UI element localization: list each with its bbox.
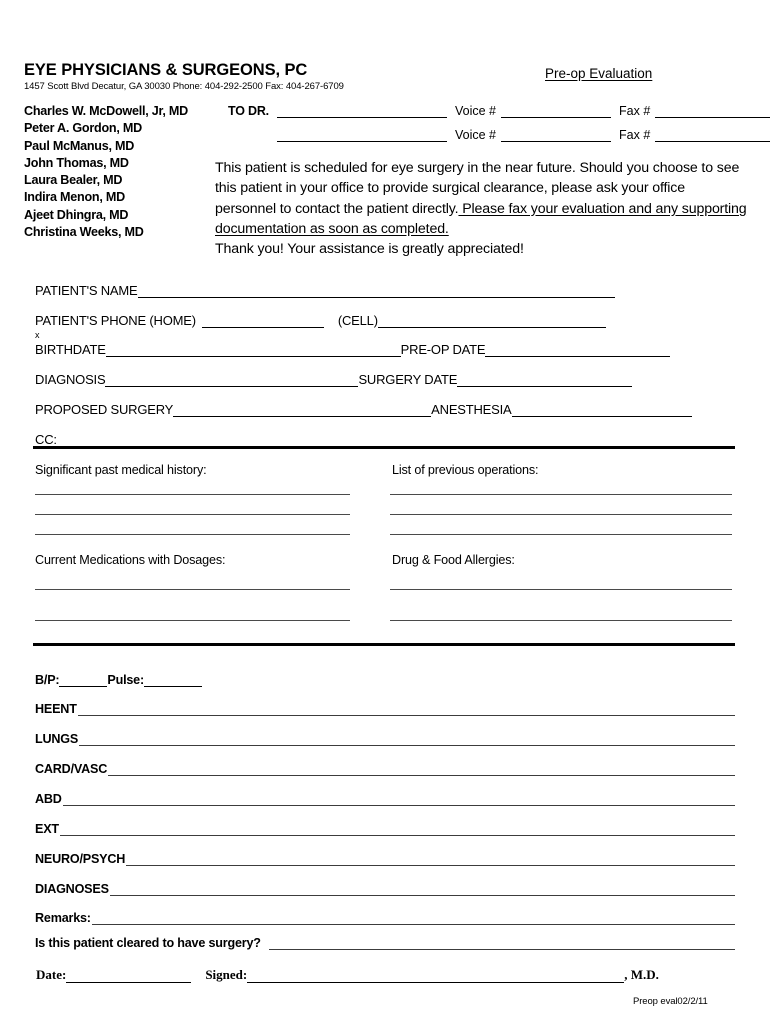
list-item: Paul McManus, MD bbox=[24, 138, 135, 153]
signed-label: Signed: bbox=[205, 967, 248, 982]
diagnosis-label: DIAGNOSIS bbox=[35, 372, 106, 387]
list-item: Ajeet Dhingra, MD bbox=[24, 207, 129, 222]
voice-label-2: Voice # bbox=[455, 128, 497, 142]
bp-label: B/P: bbox=[35, 673, 60, 687]
divider-bottom bbox=[33, 643, 735, 646]
past-medical-history-line-1[interactable] bbox=[35, 494, 350, 495]
fax-number-field-1[interactable] bbox=[655, 104, 770, 118]
instructions-thank-you: Thank you! Your assistance is greatly appreciated! bbox=[215, 241, 524, 258]
patient-name-label: PATIENT'S NAME bbox=[35, 283, 138, 298]
proposed-surgery-label: PROPOSED SURGERY bbox=[35, 402, 174, 417]
proposed-surgery-input[interactable] bbox=[173, 403, 431, 417]
fax-number-field-2[interactable] bbox=[655, 128, 770, 142]
patient-name-row bbox=[35, 283, 615, 298]
physician-list bbox=[24, 103, 224, 241]
cc-row bbox=[35, 432, 57, 447]
neuro-psych-input[interactable] bbox=[126, 853, 735, 866]
current-medications-label: Current Medications with Dosages: bbox=[35, 553, 226, 567]
list-item: John Thomas, MD bbox=[24, 155, 129, 170]
preop-date-input[interactable] bbox=[485, 343, 670, 357]
fax-label-2: Fax # bbox=[619, 128, 651, 142]
exam-row-heent bbox=[35, 702, 735, 716]
diagnosis-row bbox=[35, 372, 632, 387]
surgery-date-label: SURGERY DATE bbox=[358, 372, 458, 387]
voice-label-1: Voice # bbox=[455, 104, 497, 118]
exam-row-diagnoses bbox=[35, 882, 735, 896]
birthdate-row bbox=[35, 342, 670, 357]
instructions-part-1: This patient is scheduled for eye surgery in the near future. Should you choose to see this patient in your office to provide surgical clearance, please ask your office personnel to contact the patient directly. bbox=[215, 160, 740, 217]
exam-row-neuro-psych bbox=[35, 852, 735, 866]
surgery-date-input[interactable] bbox=[457, 373, 632, 387]
list-item: Christina Weeks, MD bbox=[24, 225, 144, 240]
birthdate-label: BIRTHDATE bbox=[35, 342, 106, 357]
vitals-row bbox=[35, 673, 202, 687]
ext-input[interactable] bbox=[60, 823, 735, 836]
instructions-paragraph bbox=[215, 158, 748, 259]
surgery-clearance-input[interactable] bbox=[269, 937, 735, 950]
date-input[interactable] bbox=[66, 969, 191, 983]
remarks-label: Remarks: bbox=[35, 911, 91, 925]
neuro-psych-label: NEURO/PSYCH bbox=[35, 852, 126, 866]
exam-row-abd bbox=[35, 792, 735, 806]
phone-cell-label: (CELL) bbox=[337, 313, 378, 328]
allergies-line-2[interactable] bbox=[390, 620, 732, 621]
date-label: Date: bbox=[36, 967, 67, 982]
exam-row-remarks bbox=[35, 911, 735, 925]
list-item: Laura Bealer, MD bbox=[24, 173, 123, 188]
phone-home-label: PATIENT'S PHONE (HOME) bbox=[35, 313, 196, 328]
signature-input[interactable] bbox=[247, 969, 624, 983]
bp-input[interactable] bbox=[59, 674, 107, 687]
voice-number-field-1[interactable] bbox=[501, 104, 611, 118]
diagnosis-input[interactable] bbox=[105, 373, 358, 387]
ext-label: EXT bbox=[35, 822, 59, 836]
remarks-input[interactable] bbox=[92, 912, 735, 925]
abd-label: ABD bbox=[35, 792, 62, 806]
anesthesia-input[interactable] bbox=[512, 403, 692, 417]
list-item: Indira Menon, MD bbox=[24, 190, 125, 205]
previous-operations-label: List of previous operations: bbox=[392, 463, 539, 477]
diagnoses-label: DIAGNOSES bbox=[35, 882, 109, 896]
surgery-clearance-row bbox=[35, 936, 735, 950]
lungs-label: LUNGS bbox=[35, 732, 79, 746]
form-revision-footer: Preop eval02/2/11 bbox=[633, 996, 708, 1007]
surgery-clearance-label: Is this patient cleared to have surgery? bbox=[35, 936, 261, 950]
anesthesia-label: ANESTHESIA bbox=[431, 402, 512, 417]
to-doctor-label: TO DR. bbox=[228, 104, 269, 118]
patient-phone-row bbox=[35, 313, 606, 328]
patient-name-input[interactable] bbox=[138, 284, 616, 298]
exam-row-ext bbox=[35, 822, 735, 836]
list-item: Charles W. McDowell, Jr, MD bbox=[24, 104, 189, 118]
heent-input[interactable] bbox=[78, 703, 735, 716]
divider-top bbox=[33, 446, 735, 449]
recipient-row-2 bbox=[277, 128, 770, 142]
card-vasc-label: CARD/VASC bbox=[35, 762, 108, 776]
phone-cell-input[interactable] bbox=[378, 314, 606, 328]
exam-row-lungs bbox=[35, 732, 735, 746]
past-medical-history-label: Significant past medical history: bbox=[35, 463, 207, 477]
to-doctor-name-field-2[interactable] bbox=[277, 128, 447, 142]
md-suffix: , M.D. bbox=[624, 967, 659, 982]
birthdate-input[interactable] bbox=[106, 343, 401, 357]
previous-operations-line-1[interactable] bbox=[390, 494, 732, 495]
signature-row bbox=[36, 967, 736, 983]
exam-row-card-vasc bbox=[35, 762, 735, 776]
previous-operations-line-2[interactable] bbox=[390, 514, 732, 515]
previous-operations-line-3[interactable] bbox=[390, 534, 732, 535]
practice-name: EYE PHYSICIANS & SURGEONS, PC bbox=[24, 61, 308, 79]
lungs-input[interactable] bbox=[79, 733, 735, 746]
allergies-line-1[interactable] bbox=[390, 589, 732, 590]
fax-label-1: Fax # bbox=[619, 104, 651, 118]
practice-address: 1457 Scott Blvd Decatur, GA 30030 Phone: 404-292-2500 Fax: 404-267-6709 bbox=[24, 81, 344, 93]
page-title: Pre-op Evaluation bbox=[545, 66, 653, 81]
pulse-label: Pulse: bbox=[107, 673, 144, 687]
to-doctor-name-field-1[interactable] bbox=[277, 104, 447, 118]
proposed-surgery-row bbox=[35, 402, 692, 417]
recipient-row-1 bbox=[277, 104, 770, 118]
diagnoses-input[interactable] bbox=[110, 883, 735, 896]
abd-input[interactable] bbox=[63, 793, 735, 806]
stray-mark: x bbox=[35, 330, 40, 340]
card-vasc-input[interactable] bbox=[108, 763, 735, 776]
phone-home-input[interactable] bbox=[202, 314, 324, 328]
current-medications-line-2[interactable] bbox=[35, 620, 350, 621]
past-medical-history-line-3[interactable] bbox=[35, 534, 350, 535]
voice-number-field-2[interactable] bbox=[501, 128, 611, 142]
pulse-input[interactable] bbox=[144, 674, 202, 687]
current-medications-line-1[interactable] bbox=[35, 589, 350, 590]
allergies-label: Drug & Food Allergies: bbox=[392, 553, 515, 567]
preop-date-label: PRE-OP DATE bbox=[400, 342, 486, 357]
cc-label: CC: bbox=[35, 432, 57, 447]
instructions-underlined: Please fax your evaluation and any supporting documentation as soon as completed. bbox=[215, 200, 747, 237]
heent-label: HEENT bbox=[35, 702, 77, 716]
list-item: Peter A. Gordon, MD bbox=[24, 121, 142, 136]
past-medical-history-line-2[interactable] bbox=[35, 514, 350, 515]
